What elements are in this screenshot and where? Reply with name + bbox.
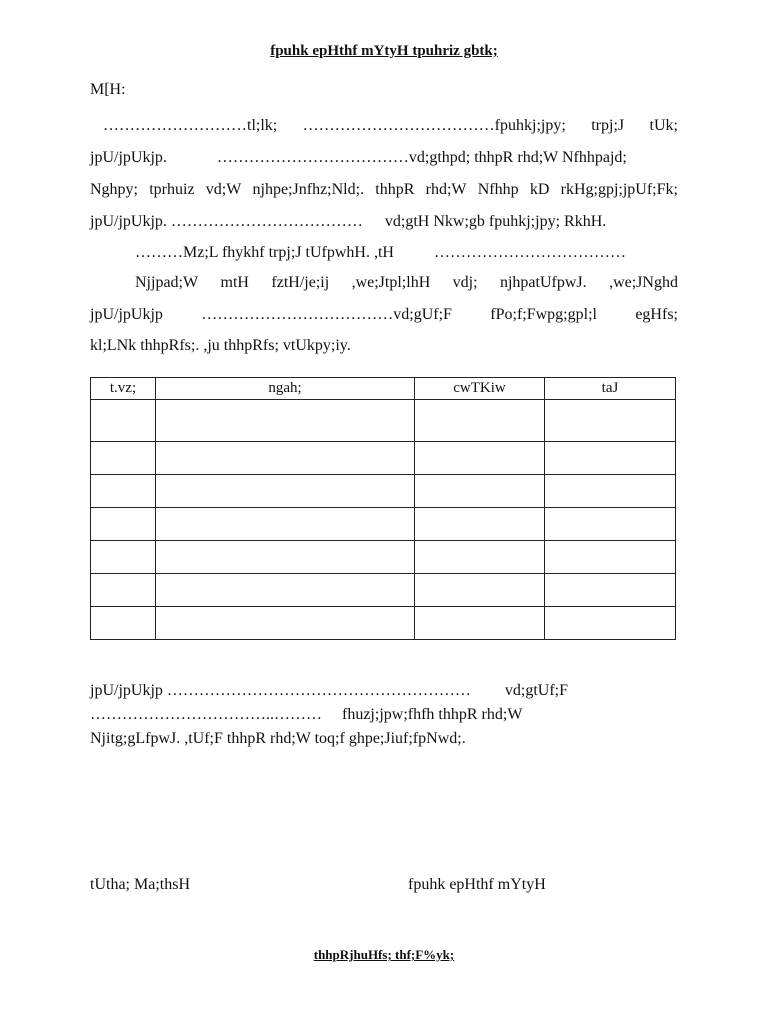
heirs-table bbox=[90, 377, 676, 640]
table-row bbox=[91, 508, 676, 541]
table-row bbox=[91, 475, 676, 508]
document-title: fpuhk epHthf mYtyH tpuhriz gbtk; bbox=[270, 43, 498, 59]
signature-village-officer: fpuhk epHthf mYtyH bbox=[408, 876, 546, 893]
col-header-relation: cwTKiw bbox=[415, 378, 545, 400]
para1-line2: jpU/jpUkjp. ………………………………vd;gthpd; thhpR rhd;W Nfhhpajd; bbox=[90, 149, 627, 166]
table-row bbox=[91, 541, 676, 574]
closing-line3: Njitg;gLfpwJ. ,tUf;F thhpR rhd;W toq;f ghpe;Jiuf;fpNwd;. bbox=[90, 730, 466, 747]
para1-line3: Nghpy; tprhuiz vd;W njhpe;Jnfhz;Nld;. thhpR rhd;W Nfhhp kD rkHg;gpj;jpUf;Fk; bbox=[90, 181, 678, 198]
table-row bbox=[91, 607, 676, 640]
heirs-statement-title: thhpRjhuHfs; thf;F%yk; bbox=[313, 947, 455, 962]
closing-line1: jpU/jpUkjp ………………………………………………… vd;gtUf;F bbox=[90, 682, 569, 699]
para2-line3: kl;LNk thhpRfs;. ,ju thhpRfs; vtUkpy;iy. bbox=[90, 337, 351, 354]
para2-line1: Njjpad;W mtH fztH/je;ij ,we;Jtpl;lhH vdj; njhpatUfpwJ. ,we;JNghd bbox=[135, 274, 678, 291]
para1-line4: jpU/jpUkjp. ……………………………… vd;gtH Nkw;gb fpuhkj;jpy; RkhH. bbox=[90, 213, 607, 230]
closing-line2: ……………………………..……… fhuzj;jpw;fhfh thhpR rhd;W bbox=[90, 706, 523, 723]
table-row bbox=[91, 400, 676, 442]
para1-line1: ………………………tl;lk; ………………………………fpuhkj;jpy; trpj;J tUk; bbox=[103, 117, 678, 134]
para1-line5: ………Mz;L fhykhf trpj;J tUfpwhH. ,tH ……………………………… bbox=[135, 244, 626, 261]
table-row bbox=[91, 442, 676, 475]
signature-revenue-officer: tUtha; Ma;thsH bbox=[90, 876, 190, 893]
salutation: M[H: bbox=[90, 81, 126, 98]
col-header-name: ngah; bbox=[156, 378, 415, 400]
para2-line2: jpU/jpUkjp ………………………………vd;gUf;F fPo;f;Fwpg;gpl;l egHfs; bbox=[90, 306, 678, 323]
col-header-serial: t.vz; bbox=[91, 378, 156, 400]
col-header-age: taJ bbox=[545, 378, 676, 400]
table-header-row bbox=[91, 378, 676, 400]
table-row bbox=[91, 574, 676, 607]
